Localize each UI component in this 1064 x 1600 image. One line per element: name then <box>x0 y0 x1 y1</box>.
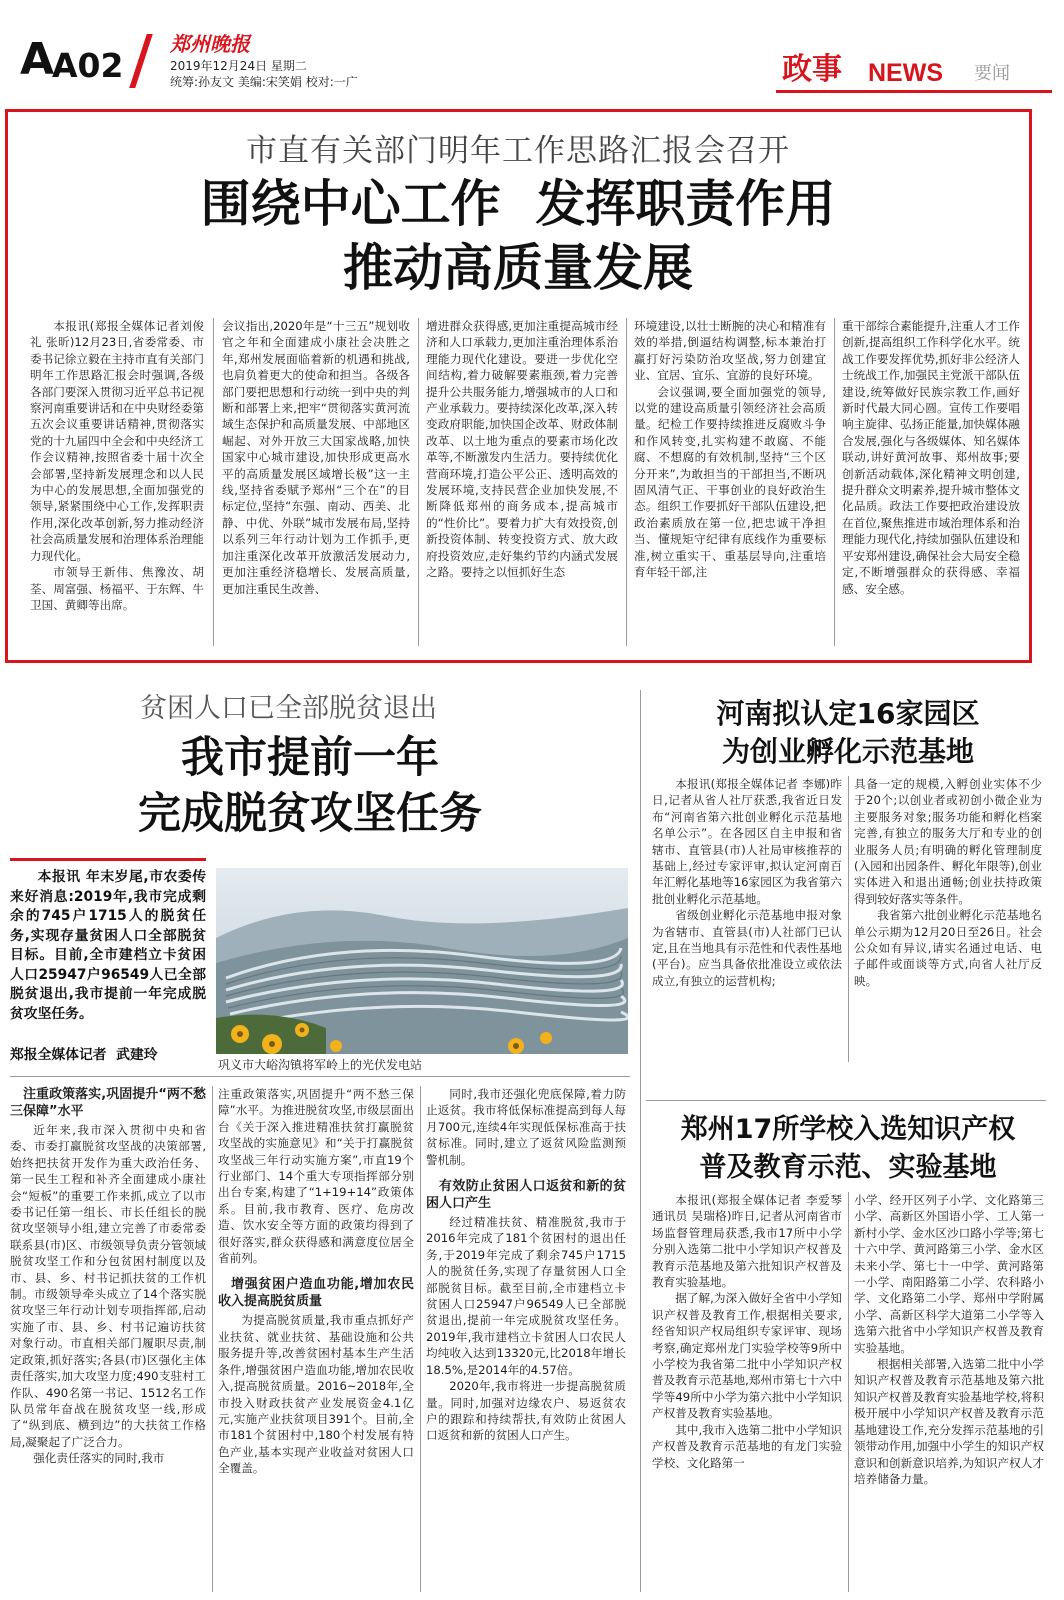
photo-caption: 巩义市大峪沟镇将军岭上的光伏发电站 <box>218 1058 423 1072</box>
masthead <box>0 0 1064 104</box>
lead-kicker: 市直有关部门明年工作思路汇报会召开 <box>246 133 790 169</box>
poverty-column-1 <box>10 1086 206 1594</box>
school-column-1 <box>652 1192 842 1594</box>
column-divider <box>626 318 627 646</box>
paragraph: 本报讯(郑报全媒体记者 李爱琴 通讯员 吴瑞格)昨日,记者从河南省市场监督管理局获悉,我市17所中小学分别入选第二批中小学知识产权普及教育示范基地及第六批知识产权普及教育实验基地。 <box>652 1193 842 1290</box>
column-divider <box>848 1192 849 1592</box>
paragraph: 本报讯(郑报全媒体记者刘俊礼 张昕)12月23日,省委常委、市委书记徐立毅在主持市直有关部门明年工作思路汇报会时强调,各级各部门要深入贯彻习近平总书记视察河南重要讲话和在中央财经委第五次会议重要讲话精神,贯彻落实党的十九届四中全会和中央经济工作会议精神,按照省委十届十次全会部署,坚持新发展理念和以人民为中心的发展思想,全面加强党的领导,紧紧围绕中心工作,发挥职责作用,深化改革创新,努力推动经济社会高质量发展和治理体系治理能力现代化。 <box>30 319 204 563</box>
school-headline-1: 郑州17所学校入选知识产权 <box>680 1114 1016 1145</box>
column-divider <box>212 1086 213 1592</box>
paragraph: 会议指出,2020年是“十三五”规划收官之年和全面建成小康社会决胜之年,郑州发展面临着新的机遇和挑战,也肩负着更大的使命和担当。各级各部门要把思想和行动统一到中央的判断和部署上来,把牢“贯彻落实黄河流域生态保护和高质量发展、中部地区崛起、对外开放三大国家战略,加快国家中心城市建设,加快形成更高水平的高质量发展区域增长极”这一主线,坚持省委赋予郑州“三个在”的目标定位,坚持“东强、南动、西美、北静、中优、外联”城市发展布局,坚持以系列三年行动计划为工作抓手,更加注重深化改革开放激活发展动力,更加注重经济稳增长、发展高质量,更加注重民生改善、 <box>222 319 410 596</box>
paper-name-logo: 郑州晚报 <box>170 32 250 56</box>
paragraph: 注重政策落实,巩固提升“两不愁三保障”水平。为推进脱贫攻坚,市级层面出台《关于深入推进精准扶贫打赢脱贫攻坚战的实施意见》和“关于打赢脱贫攻坚战三年行动实施方案”,市直19个行业部门、14个重大专项指挥部分别出台专案,构建了“1+19+14”政策体系。目前,我市教育、医疗、危房改造、饮水安全等方面的政策均得到了很好落实,群众获得感和满意度位居全省前列。 <box>218 1087 414 1266</box>
page-letter: A <box>20 34 55 85</box>
paragraph: 市领导王新伟、焦豫汝、胡荃、周富强、杨福平、于东辉、牛卫国、黄卿等出席。 <box>30 565 204 612</box>
paragraph: 我省第六批创业孵化示范基地名单公示期为12月20日至26日。社会公众如有异议,请实名通过电话、电子邮件或面谈等方式,向省人社厅反映。 <box>854 908 1042 988</box>
paragraph: 其中,我市入选第二批中小学知识产权普及教育示范基地的有龙门实验学校、文化路第一 <box>652 1422 842 1470</box>
date-line: 2019年12月24日 星期二 <box>170 59 307 73</box>
section-badge <box>776 54 1052 92</box>
paragraph: 省级创业孵化示范基地申报对象为省辖市、直管县(市)人社部门已认定,且在当地具有示范性和代表性基地(平台)。应当具备依批准设立或依法成立,有独立的运营机构; <box>652 908 842 988</box>
poverty-lead: 本报讯 年末岁尾,市农委传来好消息:2019年,我市完成剩余的745户1715人的脱贫任务,实现存量贫困人口全部脱贫目标。目前,全市建档立卡贫困人口25947户96549人已全部脱贫退出,我市提前一年完成脱贫攻坚任务。 <box>10 869 206 1022</box>
subheading: 有效防止贫困人口返贫和新的贫困人口产生 <box>426 1179 626 1212</box>
paragraph: 2020年,我市将进一步提高脱贫质量。同时,加强对边缘农户、易返贫农户的跟踪和持续帮扶,有效防止贫困人口返贫和新的贫困人口产生。 <box>426 1379 626 1443</box>
paragraph: 经过精准扶贫、精准脱贫,我市于2016年完成了181个贫困村的退出任务,于2019年完成了剩余745户1715人的脱贫任务,实现了存量贫困人口全部脱贫目标。截至目前,全市建档立卡贫困人口25947户96549人已全部脱贫退出,提前一年完成脱贫攻坚任务。2019年,我市建档立卡贫困人口农民人均纯收入达到13320元,比2018年增长18.5%,是2014年的4.57倍。 <box>426 1215 626 1377</box>
paragraph: 根据相关部署,入选第二批中小学知识产权普及教育示范基地及第六批知识产权普及教育实验基地学校,将积极开展中小学知识产权普及教育示范基地建设工作,充分发挥示范基地的引领带动作用,加强中小学生的知识产权意识和创新意识培养,为知识产权人才培养储备力量。 <box>854 1357 1044 1486</box>
lead-column <box>634 318 826 650</box>
incubator-headline-1: 河南拟认定16家园区 <box>716 697 980 730</box>
column-divider <box>418 318 419 646</box>
poverty-kicker: 贫困人口已全部脱贫退出 <box>140 693 437 724</box>
masthead-slash <box>129 34 153 88</box>
paragraph: 强化责任落实的同时,我市 <box>33 1451 165 1466</box>
section-divider <box>10 1076 630 1077</box>
lead-column <box>426 318 618 650</box>
school-column-2 <box>854 1192 1044 1594</box>
page-divider <box>640 690 641 1592</box>
lead-column <box>842 318 1020 650</box>
subheading: 增强贫困户造血功能,增加农民收入提高脱贫质量 <box>218 1277 414 1310</box>
paragraph: 增进群众获得感,更加注重提高城市经济和人口承载力,更加注重治理体系治理能力现代化建设。要进一步优化空间结构,着力破解要素瓶颈,着力完善提升公共服务能力,增强城市的人口和产业承载力。要持续深化改革,深入转变政府职能,加快国企改革、财政体制改革、以土地为重点的要素市场化改革等,不断激发内生活力。要持续优化营商环境,打造公平公正、透明高效的发展环境,支持民营企业加快发展,不断降低郑州的商务成本,提高城市的“性价比”。要着力扩大有效投资,创新投资体制、转变投资方式、放大政府投资效应,走好集约节约内涵式发展之路。要持之以恒抓好生态 <box>426 319 618 580</box>
incubator-column-1 <box>652 776 842 1066</box>
poverty-column-3 <box>426 1086 626 1594</box>
paragraph: 近年来,我市深入贯彻中央和省委、市委打赢脱贫攻坚战的决策部署,始终把扶贫开发作为重大政治任务、第一民生工程和补齐全面建成小康社会“短板”的重要工作来抓,成立了以市委书记任第一组长、市长任组长的脱贫攻坚领导小组,建立完善了市委常委联系县(市)区、市级领导负责分管领域脱贫攻坚工作和分包贫困村制度以及市、县、乡、村书记抓扶贫的工作机制。市级领导牵头成立了14个落实脱贫攻坚三年行动计划专项指挥部,启动实施了市、县、乡、村书记遍访扶贫对象行动。市直相关部门履职尽责,制定政策,抓好落实;各县(市)区强化主体责任落实,加大攻坚力度;490支驻村工作队、490名第一书记、1512名工作队员常年奋战在脱贫攻坚一线,形成了“纵到底、横到边”的大扶贫工作格局,凝聚起了广泛合力。 <box>10 1123 206 1449</box>
column-divider <box>420 1086 421 1592</box>
section-title: 政事 <box>782 52 842 87</box>
paragraph: 会议强调,要全面加强党的领导,以党的建设高质量引领经济社会高质量。纪检工作要持续推进反腐败斗争和作风转变,扎实构建不敢腐、不能腐、不想腐的有效机制,坚持“三个区分开来”,为敢担当的干部担当,不断巩固风清气正、干事创业的良好政治生态。组织工作要抓好干部队伍建设,把政治素质放在第一位,把忠诚干净担当、懂规矩守纪律有底线作为重要标准,树立重实干、重基层导向,注重培育年轻干部,注 <box>634 384 826 580</box>
school-headline-2: 普及教育示范、实验基地 <box>699 1152 997 1183</box>
paragraph: 同时,我市还强化兜底保障,着力防止返贫。我市将低保标准提高到每人每月700元,连续4年实现低保标准高于扶贫标准。同时,建立了返贫风险监测预警机制。 <box>426 1087 626 1167</box>
poverty-column-2 <box>218 1086 414 1594</box>
lead-column <box>30 318 204 650</box>
poverty-headline-2: 完成脱贫攻坚任务 <box>138 789 482 839</box>
section-sub: 要闻 <box>974 63 1010 84</box>
poverty-byline: 郑报全媒体记者 武建玲 <box>10 1047 158 1063</box>
lead-headline-2: 推动高质量发展 <box>343 239 693 297</box>
poverty-headline-1: 我市提前一年 <box>181 733 439 783</box>
column-divider <box>848 776 849 1062</box>
paragraph: 重干部综合素能提升,注重人才工作创新,提高组织工作科学化水平。统战工作要发挥优势,抓好非公经济人士统战工作,加强民主党派干部队伍建设,统筹做好民族宗教工作,画好新时代最大同心圆。宣传工作要唱响主旋律、弘扬正能量,加快媒体融合发展,强化与各级媒体、知名媒体联动,讲好黄河故事、郑州故事;要创新活动载体,深化精神文明创建,提升群众文明素养,提升城市整体文化品质。政法工作要把政治建设放在首位,聚焦推进市域治理体系和治理能力现代化,持续加强队伍建设和平安郑州建设,确保社会大局安全稳定,不断增强群众的获得感、幸福感、安全感。 <box>842 319 1020 596</box>
solar-farm-photo <box>216 868 628 1054</box>
solar-farm-illustration <box>216 868 628 1054</box>
section-news: NEWS <box>868 59 943 87</box>
section-badge-line <box>776 90 1052 93</box>
lead-red-rule <box>10 858 206 861</box>
page-code: A02 <box>52 46 124 85</box>
lead-column <box>222 318 410 650</box>
subheading: 注重政策落实,巩固提升“两不愁三保障”水平 <box>10 1087 206 1119</box>
paragraph: 为提高脱贫质量,我市重点抓好产业扶贫、就业扶贫、基础设施和公共服务提升等,改善贫困村基本生产生活条件,增强贫困户造血功能,增加农民收入,提高脱贫质量。2016~2018年,全市投入财政扶贫产业发展资金4.1亿元,实施产业扶贫项目391个。目前,全市181个贫困村中,180个村发展有特色产业,基本实现产业收益对贫困人口全覆盖。 <box>218 1313 414 1476</box>
paragraph: 本报讯(郑报全媒体记者 李娜)昨日,记者从省人社厅获悉,我省近日发布“河南省第六批创业孵化示范基地名单公示”。在各园区自主申报和省辖市、直管县(市)人社局审核推荐的基础上,经过专家评审,拟认定河南百年汇孵化基地等16家园区为我省第六批创业孵化示范基地。 <box>652 777 842 906</box>
paragraph: 具备一定的规模,入孵创业实体不少于20个;以创业者或初创小微企业为主要服务对象;服务功能和孵化档案完善,有独立的服务大厅和专业的创业服务人员;有明确的孵化管理制度(入园和出园条件、孵化年限等),创业实体进入和退出通畅;创业扶持政策得到较好落实等条件。 <box>854 777 1042 906</box>
incubator-headline-2: 为创业孵化示范基地 <box>721 735 974 768</box>
column-divider <box>213 318 214 646</box>
incubator-column-2 <box>854 776 1042 1066</box>
staff-line: 统筹:孙友文 美编:宋笑娟 校对:一广 <box>170 75 358 89</box>
lead-headline-1: 围绕中心工作 发挥职责作用 <box>200 175 836 233</box>
paragraph: 小学、经开区列子小学、文化路第三小学、高新区外国语小学、工人第一新村小学、金水区沙口路小学等;第七十六中学、黄河路第三小学、金水区未来小学、第七十一中学、黄河路第一小学、南阳路第二小学、农科路小学、文化路第二小学、郑州中学附属小学、高新区科学大道第二小学等入选第六批省中小学知识产权普及教育实验基地。 <box>854 1193 1044 1355</box>
section-divider <box>646 1100 1046 1101</box>
column-divider <box>834 318 835 646</box>
paragraph: 据了解,为深入做好全省中小学知识产权普及教育工作,根据相关要求,经省知识产权局组织专家评审、现场考察,确定郑州龙门实验学校等9所中小学校为我省第二批中小学知识产权普及教育示范基地,郑州市第七十六中学等49所中小学为第六批中小学知识产权普及教育实验基地。 <box>652 1291 842 1421</box>
paragraph: 环境建设,以壮士断腕的决心和精准有效的举措,倒逼结构调整,标本兼治打赢打好污染防治攻坚战,努力创建宜业、宜居、宜乐、宜游的良好环境。 <box>634 319 826 383</box>
